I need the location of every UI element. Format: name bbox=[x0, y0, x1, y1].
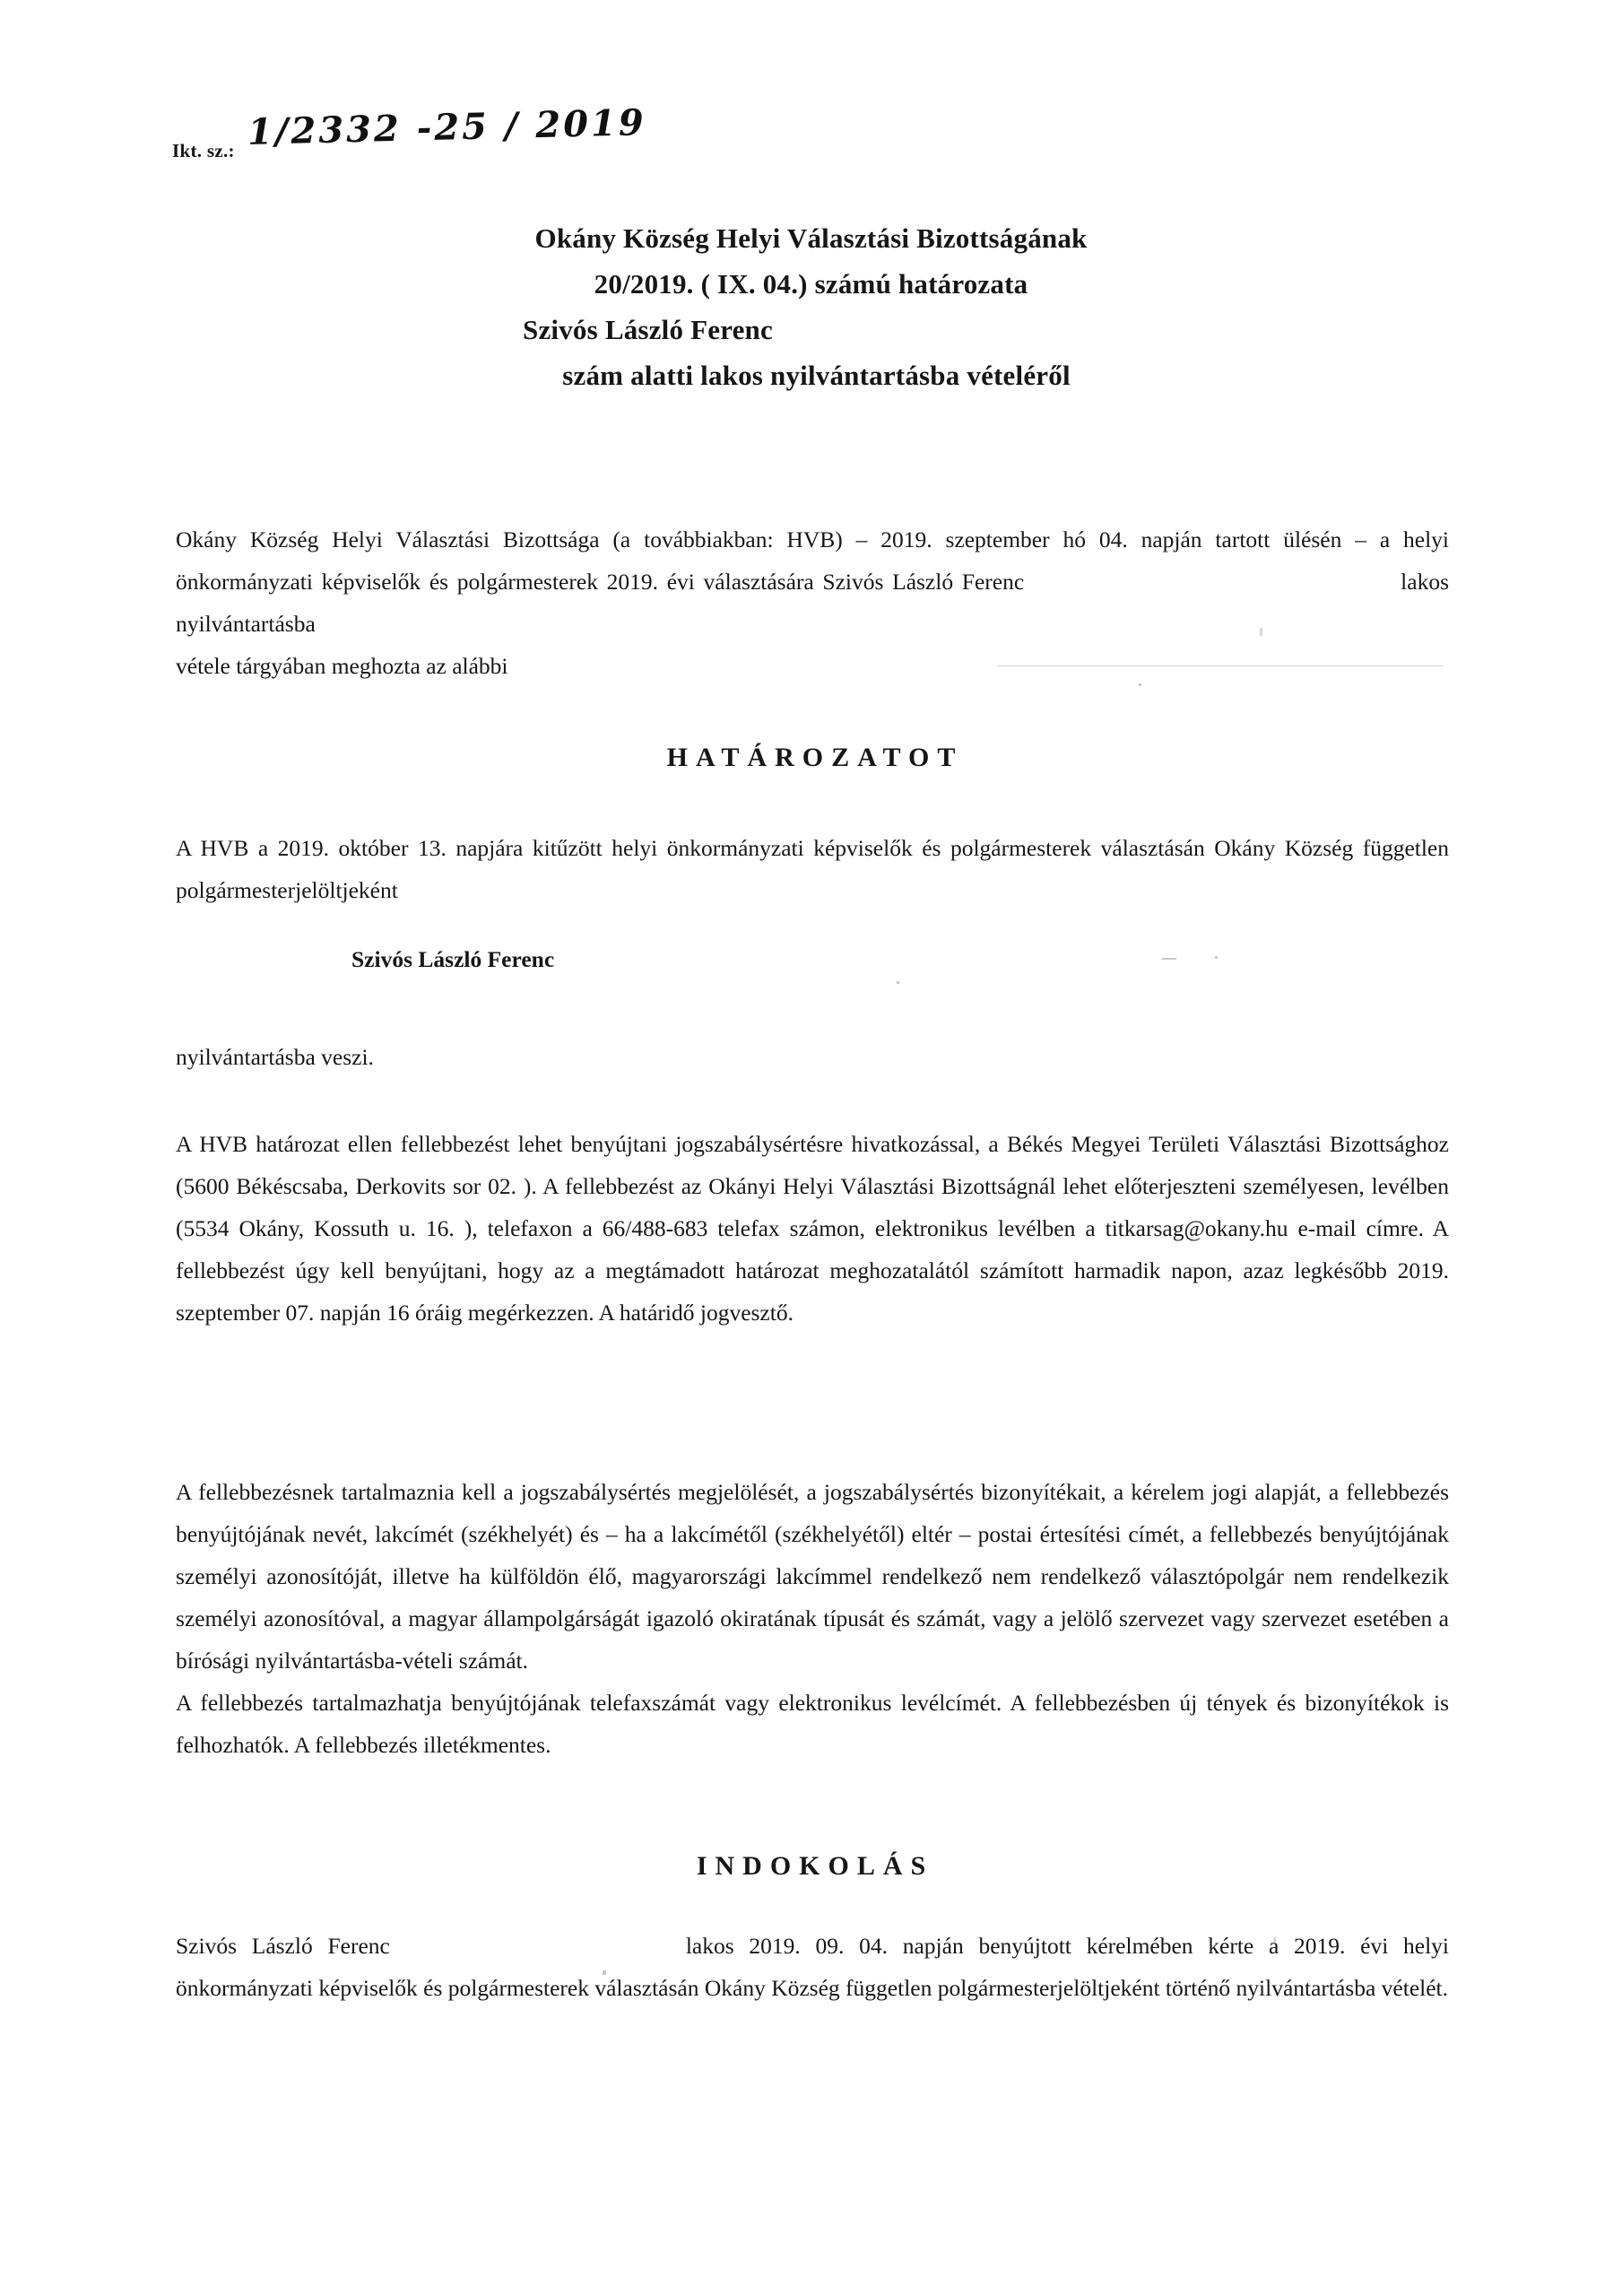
appeal-paragraph-block bbox=[176, 1123, 1449, 1334]
scan-artifact bbox=[1215, 956, 1218, 959]
scan-artifact bbox=[1139, 683, 1141, 686]
reference-number-row bbox=[172, 101, 646, 166]
intro-paragraph bbox=[176, 518, 1449, 645]
reasoning-text-after-redaction: lakos 2019. 09. 04. napján bbox=[685, 1933, 964, 1959]
appeal-content-block bbox=[176, 1471, 1449, 1766]
reasoning-paragraph bbox=[176, 1925, 1449, 2009]
heading-indokolas: INDOKOLÁS bbox=[696, 1851, 934, 1881]
decision-paragraph: A HVB a 2019. október 13. napjára kitűzött helyi önkormányzati képviselők és polgármesterek választásán Okány Község független polgármesterjelöltjeként bbox=[176, 835, 1449, 903]
reasoning-paragraph-block bbox=[176, 1925, 1449, 2009]
title-line-decision-number: 20/2019. ( IX. 04.) számú határozata bbox=[594, 268, 1028, 300]
scan-artifact bbox=[897, 981, 899, 984]
intro-closing-line: vétele tárgyában meghozta az alábbi bbox=[176, 653, 508, 679]
reference-number-label: Ikt. sz.: bbox=[172, 140, 235, 161]
decision-closing-block bbox=[176, 1036, 1449, 1078]
reasoning-applicant-name: Szivós László Ferenc bbox=[176, 1933, 390, 1959]
reasoning-continuation: benyújtott kérelmében kérte a 2019. évi helyi önkormányzati képviselők és polgármesterek választásán Okány Község független polgármesterjelöltjeként történő nyilvántartásba vételét. bbox=[176, 1933, 1450, 2001]
intro-text-after-redaction: lakos nyilvántartásba bbox=[176, 569, 1449, 637]
decision-closing-line: nyilvántartásba veszi. bbox=[176, 1044, 374, 1070]
scan-rule-artifact bbox=[997, 665, 1444, 666]
title-line-applicant-name: Szivós László Ferenc bbox=[523, 314, 773, 345]
scan-artifact bbox=[1162, 958, 1176, 960]
heading-hatarozatot: HATÁROZATOT bbox=[666, 743, 964, 772]
appeal-content-paragraph-1: A fellebbezésnek tartalmaznia kell a jogszabálysértés megjelölését, a jogszabálysértés bizonyítékait, a kérelem jogi alapját, a fellebbezés benyújtójának nevét, lakcímét (székhelyét) és – ha a lakcímétől (székhelyétől) eltér – postai értesítési címét, a fellebbezés benyújtójának személyi azonosítóját, illetve ha külföldön élő, magyarországi lakcímmel rendelkező nem rendelkező választópolgár nem rendelkezik személyi azonosítóval, a magyar állampolgárságát igazoló okiratának típusát és számát, vagy a jelölő szervezet vagy szervezet esetében a bírósági nyilvántartásba-vételi számát. bbox=[176, 1479, 1449, 1674]
intro-paragraph-block bbox=[176, 518, 1449, 687]
title-line-subject: szám alatti lakos nyilvántartásba vételéről bbox=[562, 360, 1071, 391]
appeal-paragraph: A HVB határozat ellen fellebbezést lehet benyújtani jogszabálysértésre hivatkozással, a Békés Megyei Területi Választási Bizottsághoz (5600 Békéscsaba, Derkovits sor 02. ). A fellebbezést az Okányi Helyi Választási Bizottságnál lehet előterjeszteni személyesen, levélben (5534 Okány, Kossuth u. 16. ), telefaxon a 66/488-683 telefax számon, elektronikus levélben a titkarsag@okany.hu e-mail címre. A fellebbezést úgy kell benyújtani, hogy az a megtámadott határozat meghozatalától számított harmadik napon, azaz legkésőbb 2019. szeptember 07. napján 16 óráig megérkezzen. A határidő jogvesztő. bbox=[176, 1131, 1449, 1326]
scan-artifact bbox=[1260, 628, 1262, 636]
decision-paragraph-block bbox=[176, 827, 1449, 911]
decision-applicant-name: Szivós László Ferenc bbox=[351, 946, 555, 972]
document-title-block bbox=[0, 215, 1622, 398]
appeal-content-paragraph-2: A fellebbezés tartalmazhatja benyújtójának telefaxszámát vagy elektronikus levélcímét. A fellebbezésben új tények és bizonyítékok is felhozhatók. A fellebbezés illetékmentes. bbox=[176, 1690, 1449, 1758]
reference-number-handwritten-value: 1/2332 -25 / 2019 bbox=[247, 101, 646, 153]
intro-text-before-redaction: Okány Község Helyi Választási Bizottsága (a továbbiakban: HVB) – 2019. szeptember hó 04. napján tartott ülésén – a helyi önkormányzati képviselők és polgármesterek 2019. évi választására Szivós László Ferenc bbox=[176, 526, 1449, 595]
title-line-authority: Okány Község Helyi Választási Bizottságának bbox=[534, 222, 1088, 254]
